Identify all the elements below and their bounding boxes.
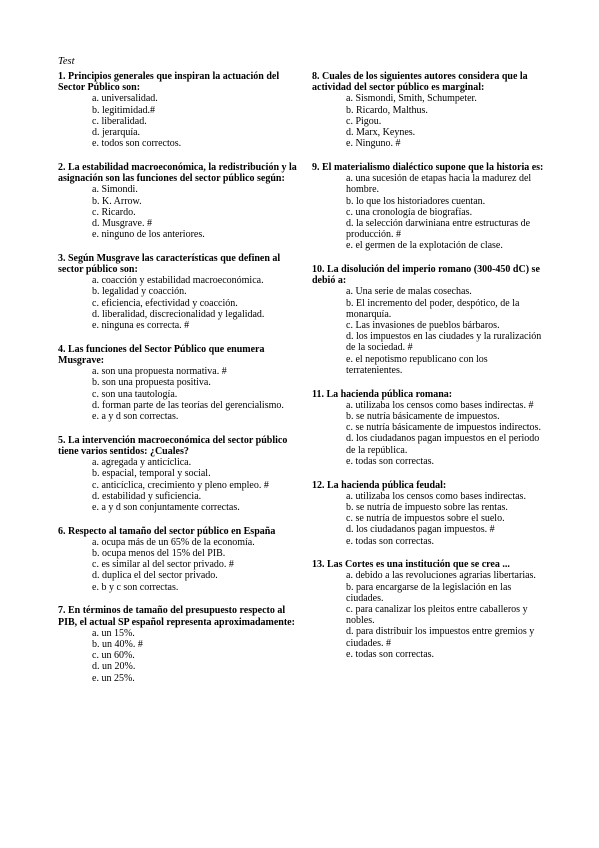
answer-option: b. espacial, temporal y social.	[92, 468, 211, 480]
page-title: Test	[58, 56, 75, 67]
question-block	[58, 253, 298, 331]
question-block	[312, 162, 544, 252]
answer-option: d. Marx, Keynes.	[346, 127, 416, 139]
question-block	[58, 605, 298, 683]
question-text: 10. La disolución del imperio romano (300-450 dC) se debió a:	[312, 264, 540, 287]
answer-option: d. los ciudadanos pagan impuestos en el periodo de la república.	[346, 433, 540, 456]
answer-option: e. todas son correctas.	[346, 455, 435, 467]
answer-option: a. un 15%.	[92, 627, 135, 639]
answer-option: d. la selección darwiniana entre estructuras de producción. #	[346, 217, 531, 241]
answer-option: d. estabilidad y suficiencia.	[92, 490, 202, 502]
answer-option: d. los impuestos en las ciudades y la ruralización de la sociedad. #	[346, 331, 542, 354]
answer-option: b. ocupa menos del 15% del PIB.	[92, 548, 226, 560]
answer-option: e. ninguna es correcta. #	[92, 320, 190, 332]
question-block	[58, 71, 298, 149]
question-text: 3. Según Musgrave las características que definen al sector público son:	[58, 252, 281, 276]
answer-option: b. para encargarse de la legislación en las ciudades.	[346, 581, 512, 604]
answer-option: e. el germen de la explotación de clase.	[346, 240, 503, 252]
left-column	[58, 71, 298, 696]
answer-option: c. anticíclica, crecimiento y pleno empleo. #	[92, 479, 269, 491]
answer-option: a. utilizaba los censos como bases indirectas.	[346, 490, 526, 502]
answer-option: d. jerarquía.	[92, 127, 141, 139]
question-block	[58, 526, 298, 593]
answer-option: c. para canalizar los pleitos entre caballeros y nobles.	[346, 604, 528, 627]
answer-option: b. Ricardo, Malthus.	[346, 104, 428, 116]
answer-option: e. todas son correctas.	[346, 535, 435, 547]
answer-option: a. coacción y estabilidad macroeconómica.	[92, 275, 264, 287]
answer-option: e. todas son correctas.	[346, 648, 435, 660]
answer-option: c. es similar al del sector privado. #	[92, 559, 234, 571]
answer-option: d. los ciudadanos pagan impuestos. #	[346, 524, 495, 536]
answer-option: c. una cronología de biografías.	[346, 206, 473, 218]
answer-option: d. para distribuir los impuestos entre gremios y ciudades. #	[346, 626, 535, 649]
answer-option: b. legitimidad.#	[92, 104, 156, 116]
question-text: 13. Las Cortes es una institución que se crea ...	[312, 559, 510, 571]
answer-option: a. agregada y anticíclica.	[92, 457, 192, 469]
answer-option: e. el nepotismo republicano con los terratenientes.	[346, 353, 488, 376]
answer-option: c. Pigou.	[346, 115, 382, 127]
question-text: 2. La estabilidad macroeconómica, la redistribución y la asignación son las funciones del sector público según:	[58, 161, 297, 185]
answer-option: c. liberalidad.	[92, 115, 147, 127]
answer-option: d. liberalidad, discrecionalidad y legalidad.	[92, 308, 265, 320]
answer-option: e. a y d son correctas.	[92, 410, 179, 422]
right-column	[312, 71, 544, 673]
answer-option: b. se nutría básicamente de impuestos.	[346, 410, 500, 422]
answer-option: e. ninguno de los anteriores.	[92, 229, 205, 241]
answer-option: b. se nutría de impuesto sobre las rentas.	[346, 501, 508, 513]
answer-option: b. un 40%. #	[92, 638, 143, 650]
question-block	[312, 264, 544, 376]
answer-option: b. El incremento del poder, despótico, de la monarquía.	[346, 297, 520, 320]
question-text: 8. Cuales de los siguientes autores considera que la actividad del sector público es marginal:	[312, 71, 528, 94]
answer-option: d. duplica el del sector privado.	[92, 570, 218, 582]
answer-option: a. universalidad.	[92, 93, 158, 105]
question-block	[58, 344, 298, 422]
answer-option: c. son una tautología.	[92, 388, 178, 400]
answer-option: b. K. Arrow.	[92, 195, 142, 207]
answer-option: d. forman parte de las teorías del gerencialismo.	[92, 399, 284, 411]
answer-option: c. un 60%.	[92, 650, 135, 662]
question-text: 12. La hacienda pública feudal:	[312, 479, 447, 491]
answer-option: a. una sucesión de etapas hacia la madurez del hombre.	[346, 173, 532, 196]
question-text: 1. Principios generales que inspiran la actuación del Sector Público son:	[58, 71, 280, 94]
answer-option: c. se nutría básicamente de impuestos indirectos.	[346, 422, 541, 434]
question-text: 11. La hacienda pública romana:	[312, 388, 453, 400]
answer-option: a. ocupa más de un 65% de la economía.	[92, 536, 255, 548]
answer-option: a. son una propuesta normativa. #	[92, 366, 227, 378]
question-text: 5. La intervención macroeconómica del sector público tiene varios sentidos: ¿Cuales?	[58, 434, 288, 457]
question-block	[312, 480, 544, 547]
answer-option: e. un 25%.	[92, 672, 135, 684]
question-block	[312, 71, 544, 149]
question-text: 7. En términos de tamaño del presupuesto respecto al PIB, el actual SP español representa aproximadamente:	[58, 605, 295, 628]
answer-option: c. se nutría de impuestos sobre el suelo.	[346, 513, 505, 525]
answer-option: b. son una propuesta positiva.	[92, 377, 211, 389]
answer-option: e. todos son correctos.	[92, 138, 182, 150]
answer-option: b. lo que los historiadores cuentan.	[346, 195, 486, 207]
answer-option: a. Simondi.	[92, 184, 138, 196]
answer-option: e. Ninguno. #	[346, 138, 401, 150]
answer-option: b. legalidad y coacción.	[92, 286, 187, 298]
question-block	[312, 559, 544, 660]
answer-option: e. a y d son conjuntamente correctas.	[92, 501, 240, 513]
answer-option: d. un 20%.	[92, 661, 136, 673]
answer-option: c. Ricardo.	[92, 206, 136, 218]
answer-option: c. Las invasiones de pueblos bárbaros.	[346, 320, 500, 332]
question-text: 6. Respecto al tamaño del sector público en España	[58, 525, 276, 537]
answer-option: a. Una serie de malas cosechas.	[346, 286, 472, 298]
answer-option: a. utilizaba los censos como bases indirectas. #	[346, 399, 534, 411]
answer-option: e. b y c son correctas.	[92, 581, 179, 593]
answer-option: a. debido a las revoluciones agrarias libertarias.	[346, 570, 536, 582]
question-block	[58, 162, 298, 240]
question-text: 4. Las funciones del Sector Público que enumera Musgrave:	[58, 343, 265, 366]
question-block	[58, 435, 298, 513]
question-text: 9. El materialismo dialéctico supone que la historia es:	[312, 161, 544, 173]
question-block	[312, 389, 544, 467]
answer-option: d. Musgrave. #	[92, 217, 152, 229]
answer-option: c. eficiencia, efectividad y coacción.	[92, 297, 238, 309]
answer-option: a. Sismondi, Smith, Schumpeter.	[346, 93, 477, 105]
